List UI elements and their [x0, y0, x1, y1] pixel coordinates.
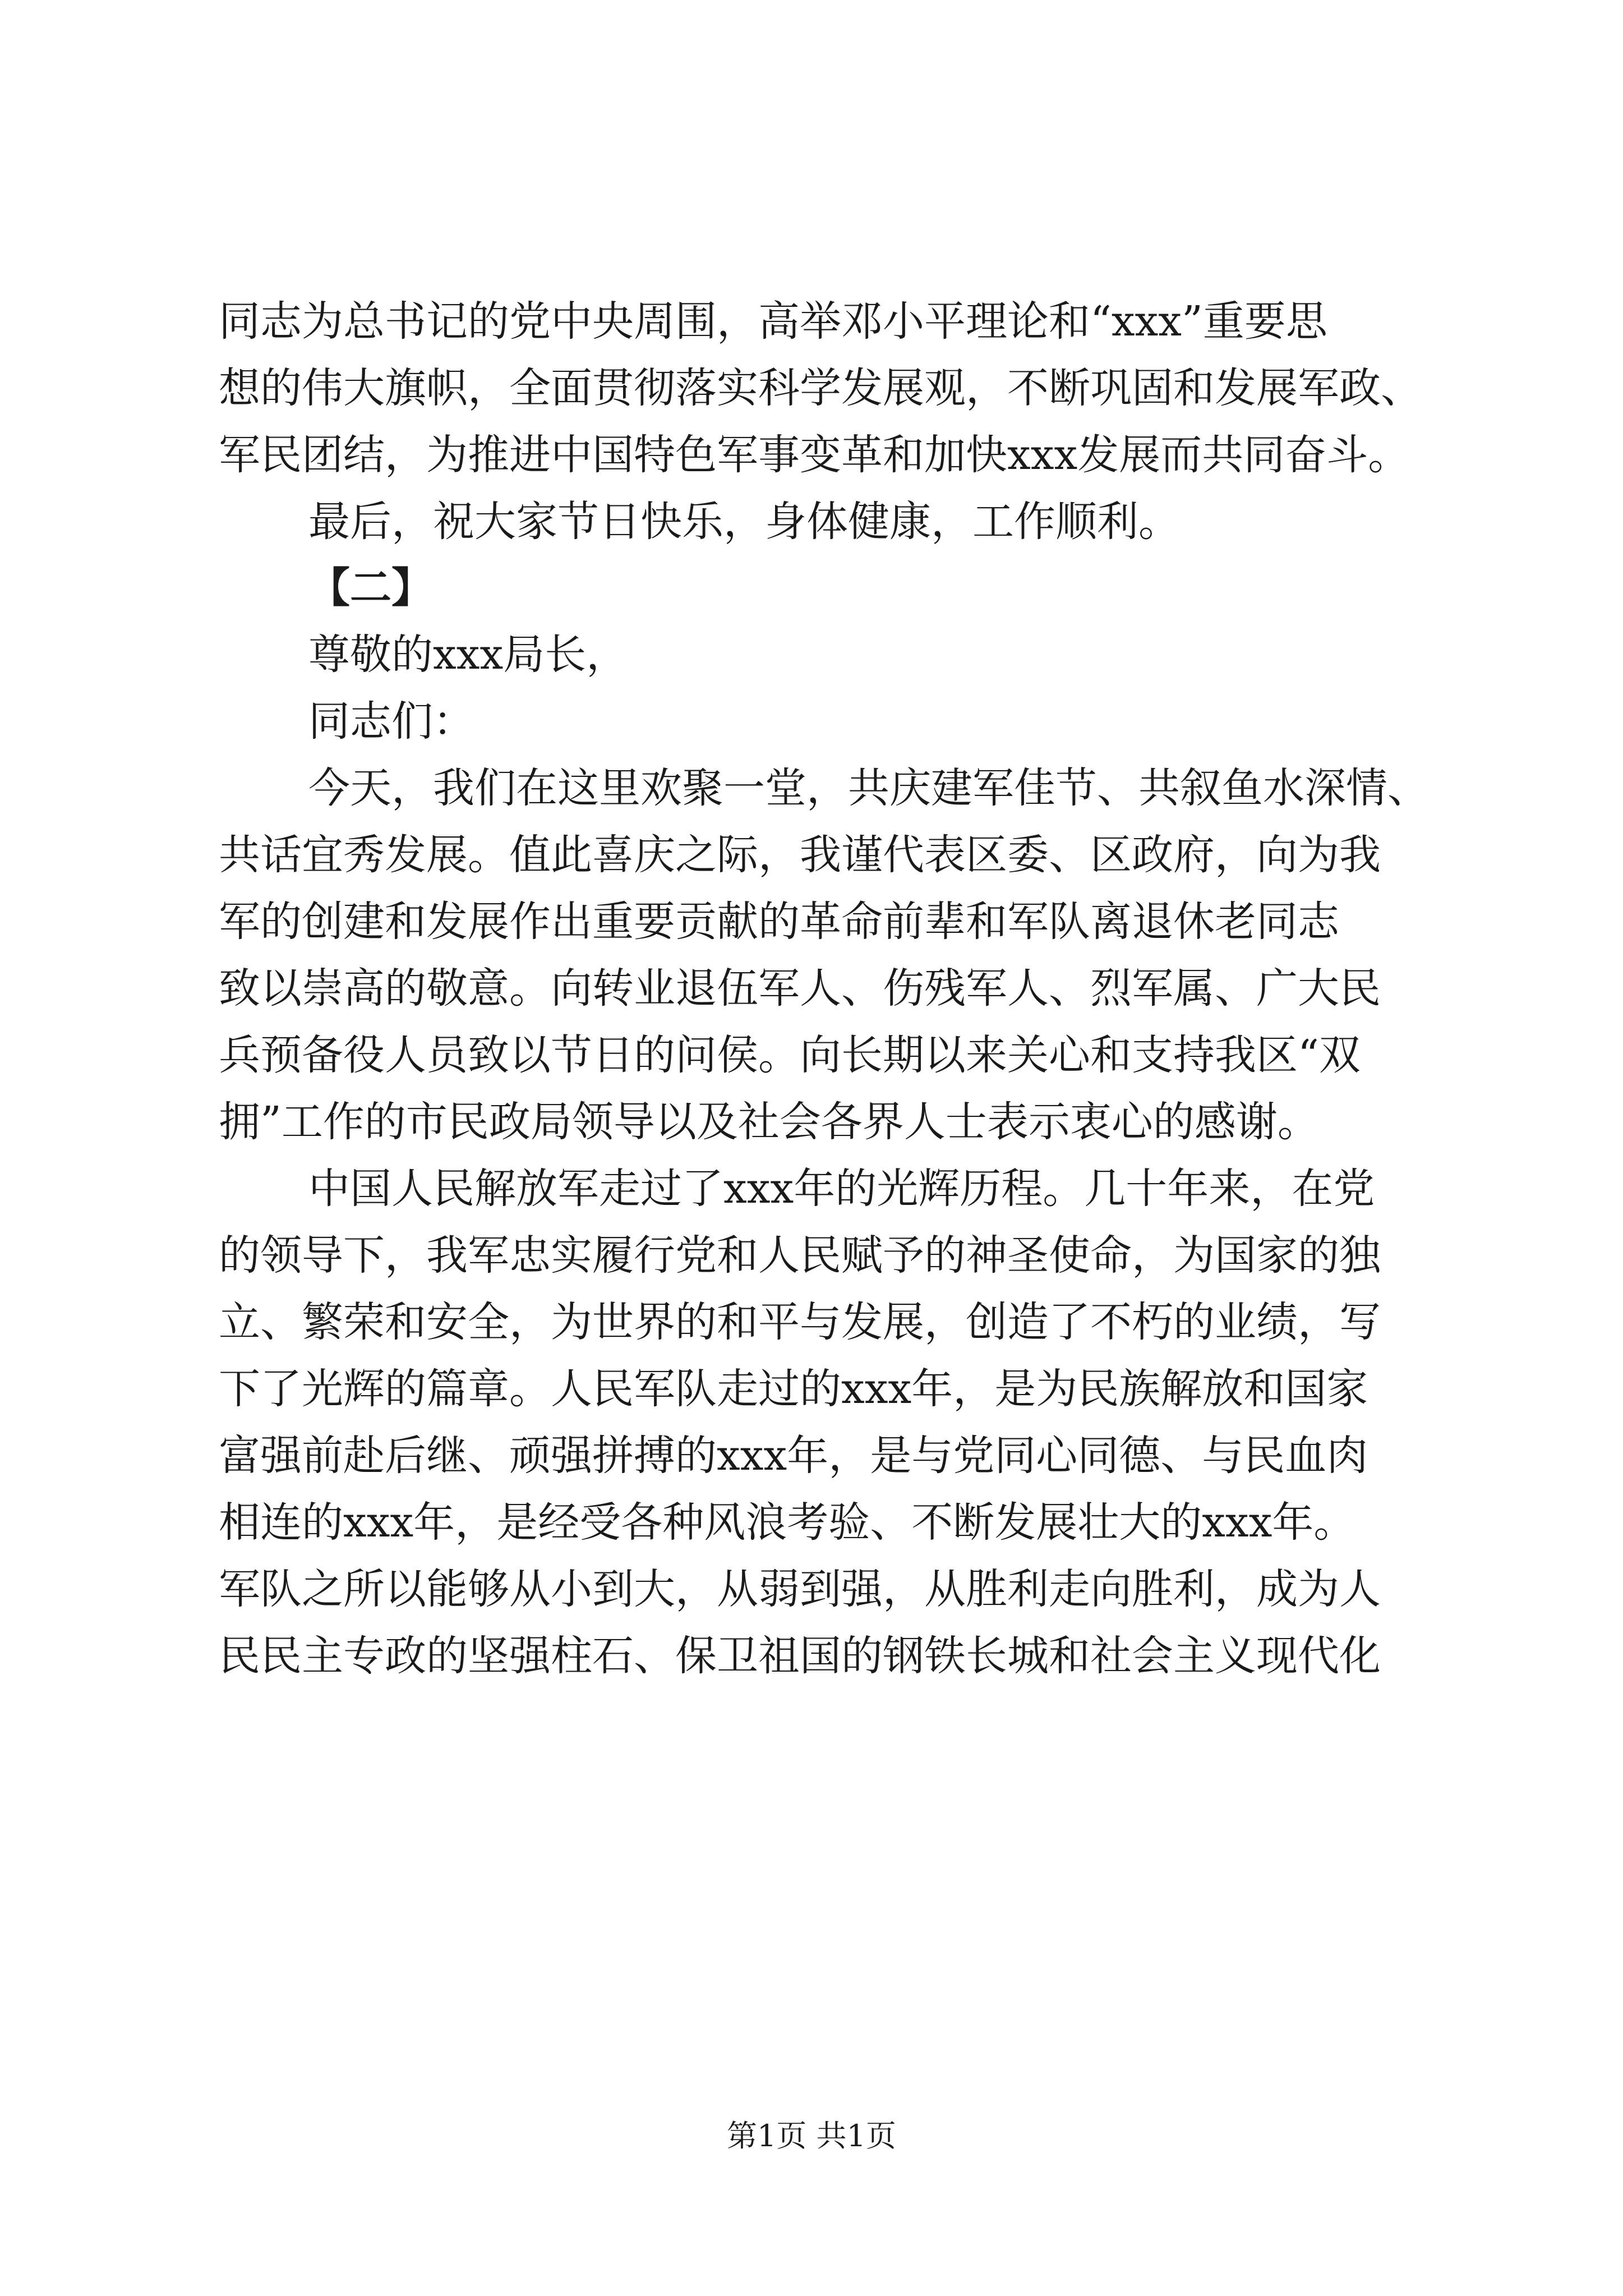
text-line: 拥”工作的市民政局领导以及社会各界人士表示衷心的感谢。 — [219, 1098, 1319, 1146]
closing-line: 最后，祝大家节日快乐，身体健康，工作顺利。 — [308, 498, 1180, 546]
text-line: 同志为总书记的党中央周围，高举邓小平理论和“xxx”重要思 — [219, 297, 1327, 346]
text-line: 中国人民解放军走过了xxx年的光辉历程。几十年来，在党 — [308, 1165, 1375, 1213]
text-line: 军的创建和发展作出重要贡献的革命前辈和军队离退休老同志 — [219, 898, 1339, 946]
text-line: 立、繁荣和安全，为世界的和平与发展，创造了不朽的业绩，写 — [219, 1298, 1381, 1346]
text-line: 的领导下，我军忠实履行党和人民赋予的神圣使命，为国家的独 — [219, 1231, 1381, 1280]
text-line: 相连的xxx年，是经受各种风浪考验、不断发展壮大的xxx年。 — [219, 1498, 1355, 1547]
text-line: 军队之所以能够从小到大，从弱到强，从胜利走向胜利，成为人 — [219, 1565, 1381, 1613]
text-line: 军民团结，为推进中国特色军事变革和加快xxx发展而共同奋斗。 — [219, 431, 1410, 479]
text-line: 富强前赴后继、顽强拼搏的xxx年，是与党同心同德、与民血肉 — [219, 1432, 1368, 1480]
salutation: 同志们： — [308, 697, 474, 746]
section-heading: 【二】 — [308, 564, 433, 612]
text-line: 致以崇高的敬意。向转业退伍军人、伤残军人、烈军属、广大民 — [219, 964, 1381, 1013]
text-line: 民民主专政的坚强柱石、保卫祖国的钢铁长城和社会主义现代化 — [219, 1632, 1381, 1680]
text-line: 共话宜秀发展。值此喜庆之际，我谨代表区委、区政府，向为我 — [219, 831, 1381, 879]
salutation: 尊敬的xxx局长， — [308, 631, 628, 679]
text-line: 下了光辉的篇章。人民军队走过的xxx年，是为民族解放和国家 — [219, 1365, 1368, 1413]
text-line: 想的伟大旗帜，全面贯彻落实科学发展观，不断巩固和发展军政、 — [219, 364, 1422, 412]
text-line: 兵预备役人员致以节日的问侯。向长期以来关心和支持我区“双 — [219, 1031, 1361, 1079]
text-line: 今天，我们在这里欢聚一堂，共庆建军佳节、共叙鱼水深情、 — [308, 764, 1429, 812]
page-number: 第1页 共1页 — [727, 2118, 896, 2154]
